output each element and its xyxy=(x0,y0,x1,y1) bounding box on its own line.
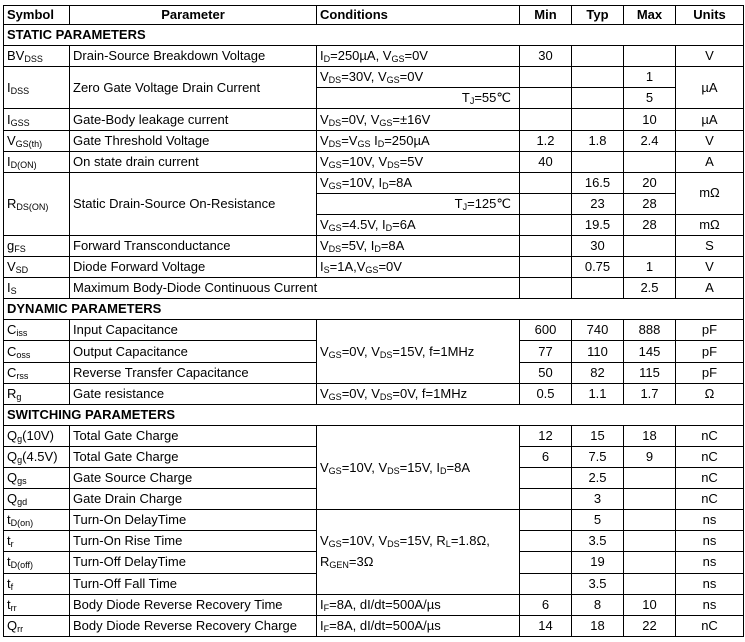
header-row xyxy=(4,6,744,25)
header-min: Min xyxy=(520,6,572,25)
typ-cell: 16.5 xyxy=(572,172,624,193)
symbol-cell: $I_{GSS}$ xyxy=(4,109,70,130)
unit-cell: nC xyxy=(676,489,744,510)
symbol-cell: $I_{D(ON)}$ xyxy=(4,151,70,172)
parameter-cell: Total Gate Charge xyxy=(70,425,317,446)
symbol-cell: $C_{oss}$ xyxy=(4,341,70,362)
condition-cell: $T_J=55℃$ xyxy=(317,88,520,109)
condition-cell: $V_{DS}=0V$, $V_{GS}=\pm 16V$ xyxy=(317,109,520,130)
condition-cell: $I_F=8A$, dI/dt=500A/µs xyxy=(317,615,520,636)
symbol-cell: $Q_{gs}$ xyxy=(4,468,70,489)
typ-cell: 110 xyxy=(572,341,624,362)
parameter-cell: Forward Transconductance xyxy=(70,236,317,257)
parameter-cell: Static Drain-Source On-Resistance xyxy=(70,172,317,235)
typ-cell: 30 xyxy=(572,236,624,257)
unit-cell: nC xyxy=(676,425,744,446)
symbol-cell: $R_{DS(ON)}$ xyxy=(4,172,70,235)
max-cell: 20 xyxy=(624,172,676,193)
condition-cell: $V_{GS}=10V$, $V_{DS}=15V$, $I_D=8A$ xyxy=(317,425,520,509)
table-row xyxy=(4,151,744,172)
max-cell: 115 xyxy=(624,362,676,383)
max-cell: 22 xyxy=(624,615,676,636)
parameter-cell: Reverse Transfer Capacitance xyxy=(70,362,317,383)
symbol-cell: $V_{GS(th)}$ xyxy=(4,130,70,151)
typ-cell xyxy=(572,88,624,109)
min-cell: 12 xyxy=(520,425,572,446)
condition-cell: $V_{GS}=0V$, $V_{DS}=0V$, f=1MHz xyxy=(317,383,520,404)
max-cell: 1 xyxy=(624,257,676,278)
condition-cell: $V_{DS}=5V$, $I_D=8A$ xyxy=(317,236,520,257)
header-symbol: Symbol xyxy=(4,6,70,25)
parameter-cell: Body Diode Reverse Recovery Charge xyxy=(70,615,317,636)
parameter-cell: Output Capacitance xyxy=(70,341,317,362)
condition-cell: $V_{GS}=10V$, $V_{DS}=15V$, $R_L=1.8\Omega$, $R_{GEN}=3\Omega$ xyxy=(317,510,520,594)
symbol-cell: $Q_{rr}$ xyxy=(4,615,70,636)
min-cell xyxy=(520,193,572,214)
typ-cell: 1.1 xyxy=(572,383,624,404)
condition-cell: $V_{GS}=10V$, $I_D=8A$ xyxy=(317,172,520,193)
unit-cell: S xyxy=(676,236,744,257)
max-cell: 888 xyxy=(624,320,676,341)
table-row xyxy=(4,257,744,278)
unit-cell: pF xyxy=(676,320,744,341)
header-max: Max xyxy=(624,6,676,25)
symbol-cell: $C_{rss}$ xyxy=(4,362,70,383)
min-cell xyxy=(520,573,572,594)
typ-cell: 2.5 xyxy=(572,468,624,489)
parameter-cell: Drain-Source Breakdown Voltage xyxy=(70,46,317,67)
parameter-cell: On state drain current xyxy=(70,151,317,172)
min-cell xyxy=(520,172,572,193)
table-row xyxy=(4,594,744,615)
max-cell: 9 xyxy=(624,446,676,467)
parameter-cell: Gate Drain Charge xyxy=(70,489,317,510)
table-row xyxy=(4,46,744,67)
typ-cell: 82 xyxy=(572,362,624,383)
header-typ: Typ xyxy=(572,6,624,25)
min-cell: 77 xyxy=(520,341,572,362)
parameter-cell: Gate Threshold Voltage xyxy=(70,130,317,151)
min-cell: 40 xyxy=(520,151,572,172)
symbol-cell: $t_{D(on)}$ xyxy=(4,510,70,531)
min-cell: 1.2 xyxy=(520,130,572,151)
parameter-cell: Turn-On Rise Time xyxy=(70,531,317,552)
table-row xyxy=(4,615,744,636)
unit-cell: ns xyxy=(676,552,744,573)
table-row xyxy=(4,278,744,299)
unit-cell: nC xyxy=(676,615,744,636)
min-cell xyxy=(520,257,572,278)
unit-cell: pF xyxy=(676,341,744,362)
symbol-cell: $t_r$ xyxy=(4,531,70,552)
unit-cell: ns xyxy=(676,573,744,594)
typ-cell: 19.5 xyxy=(572,214,624,235)
min-cell: 0.5 xyxy=(520,383,572,404)
symbol-cell: $I_S$ xyxy=(4,278,70,299)
min-cell xyxy=(520,214,572,235)
min-cell xyxy=(520,552,572,573)
unit-cell: V xyxy=(676,257,744,278)
table-row xyxy=(4,320,744,341)
min-cell xyxy=(520,468,572,489)
min-cell xyxy=(520,236,572,257)
condition-cell: $V_{GS}=0V$, $V_{DS}=15V$, f=1MHz xyxy=(317,320,520,383)
max-cell xyxy=(624,510,676,531)
min-cell: 6 xyxy=(520,594,572,615)
symbol-cell: $BV_{DSS}$ xyxy=(4,46,70,67)
parameter-cell: Total Gate Charge xyxy=(70,446,317,467)
typ-cell xyxy=(572,151,624,172)
max-cell xyxy=(624,552,676,573)
condition-cell: $I_D=250\mu A$, $V_{GS}=0V$ xyxy=(317,46,520,67)
max-cell: 5 xyxy=(624,88,676,109)
unit-cell: nC xyxy=(676,446,744,467)
header-units: Units xyxy=(676,6,744,25)
unit-cell: Ω xyxy=(676,383,744,404)
table-row xyxy=(4,510,744,531)
parameter-cell: Diode Forward Voltage xyxy=(70,257,317,278)
symbol-cell: $t_f$ xyxy=(4,573,70,594)
parameter-cell: Turn-Off DelayTime xyxy=(70,552,317,573)
typ-cell xyxy=(572,67,624,88)
min-cell xyxy=(520,510,572,531)
typ-cell: 23 xyxy=(572,193,624,214)
symbol-cell: $Q_g(10V)$ xyxy=(4,425,70,446)
max-cell: 2.5 xyxy=(624,278,676,299)
unit-cell: ns xyxy=(676,594,744,615)
typ-cell: 1.8 xyxy=(572,130,624,151)
unit-cell: ns xyxy=(676,531,744,552)
min-cell xyxy=(520,67,572,88)
max-cell xyxy=(624,573,676,594)
table-row xyxy=(4,425,744,446)
min-cell xyxy=(520,109,572,130)
max-cell: 18 xyxy=(624,425,676,446)
parameter-cell: Input Capacitance xyxy=(70,320,317,341)
section-dynamic-parameters: DYNAMIC PARAMETERS xyxy=(4,299,744,320)
unit-cell: ns xyxy=(676,510,744,531)
max-cell: 28 xyxy=(624,193,676,214)
max-cell xyxy=(624,489,676,510)
symbol-cell: $t_{D(off)}$ xyxy=(4,552,70,573)
typ-cell xyxy=(572,109,624,130)
symbol-cell: $I_{DSS}$ xyxy=(4,67,70,109)
table-row xyxy=(4,130,744,151)
electrical-characteristics-table xyxy=(3,5,744,637)
parameter-cell: Body Diode Reverse Recovery Time xyxy=(70,594,317,615)
symbol-cell: $g_{FS}$ xyxy=(4,236,70,257)
unit-cell: mΩ xyxy=(676,214,744,235)
unit-cell: nC xyxy=(676,468,744,489)
min-cell: 14 xyxy=(520,615,572,636)
parameter-cell: Turn-Off Fall Time xyxy=(70,573,317,594)
min-cell: 600 xyxy=(520,320,572,341)
condition-cell: $V_{GS}=4.5V$, $I_D=6A$ xyxy=(317,214,520,235)
typ-cell: 7.5 xyxy=(572,446,624,467)
unit-cell: A xyxy=(676,278,744,299)
typ-cell: 3.5 xyxy=(572,573,624,594)
max-cell: 28 xyxy=(624,214,676,235)
min-cell xyxy=(520,88,572,109)
unit-cell: A xyxy=(676,151,744,172)
table-row xyxy=(4,383,744,404)
max-cell xyxy=(624,151,676,172)
typ-cell: 740 xyxy=(572,320,624,341)
table-row xyxy=(4,236,744,257)
parameter-cell: Zero Gate Voltage Drain Current xyxy=(70,67,317,109)
typ-cell: 3 xyxy=(572,489,624,510)
min-cell: 30 xyxy=(520,46,572,67)
condition-cell: $V_{DS}=V_{GS}$ $I_D=250\mu A$ xyxy=(317,130,520,151)
max-cell: 145 xyxy=(624,341,676,362)
table-row xyxy=(4,172,744,193)
typ-cell: 18 xyxy=(572,615,624,636)
condition-cell: $I_S=1A,V_{GS}=0V$ xyxy=(317,257,520,278)
min-cell: 50 xyxy=(520,362,572,383)
min-cell xyxy=(520,531,572,552)
unit-cell: µA xyxy=(676,109,744,130)
symbol-cell: $Q_{gd}$ xyxy=(4,489,70,510)
typ-cell: 0.75 xyxy=(572,257,624,278)
max-cell: 10 xyxy=(624,109,676,130)
typ-cell: 5 xyxy=(572,510,624,531)
condition-cell: $V_{GS}=10V$, $V_{DS}=5V$ xyxy=(317,151,520,172)
min-cell xyxy=(520,278,572,299)
max-cell xyxy=(624,531,676,552)
typ-cell: 3.5 xyxy=(572,531,624,552)
max-cell xyxy=(624,236,676,257)
max-cell xyxy=(624,46,676,67)
min-cell xyxy=(520,489,572,510)
unit-cell: pF xyxy=(676,362,744,383)
typ-cell xyxy=(572,46,624,67)
symbol-cell: $t_{rr}$ xyxy=(4,594,70,615)
max-cell: 1 xyxy=(624,67,676,88)
symbol-cell: $C_{iss}$ xyxy=(4,320,70,341)
parameter-cell: Gate Source Charge xyxy=(70,468,317,489)
parameter-cell: Gate resistance xyxy=(70,383,317,404)
typ-cell: 8 xyxy=(572,594,624,615)
section-switching-parameters: SWITCHING PARAMETERS xyxy=(4,404,744,425)
max-cell: 1.7 xyxy=(624,383,676,404)
max-cell: 2.4 xyxy=(624,130,676,151)
parameter-cell: Maximum Body-Diode Continuous Current xyxy=(70,278,520,299)
header-conditions: Conditions xyxy=(317,6,520,25)
typ-cell: 19 xyxy=(572,552,624,573)
condition-cell: $I_F=8A$, dI/dt=500A/µs xyxy=(317,594,520,615)
max-cell: 10 xyxy=(624,594,676,615)
unit-cell: V xyxy=(676,130,744,151)
min-cell: 6 xyxy=(520,446,572,467)
header-parameter: Parameter xyxy=(70,6,317,25)
symbol-cell: $V_{SD}$ xyxy=(4,257,70,278)
condition-cell: $T_J=125℃$ xyxy=(317,193,520,214)
max-cell xyxy=(624,468,676,489)
unit-cell: µA xyxy=(676,67,744,109)
table-row xyxy=(4,67,744,88)
symbol-cell: $Q_g(4.5V)$ xyxy=(4,446,70,467)
condition-cell: $V_{DS}=30V$, $V_{GS}=0V$ xyxy=(317,67,520,88)
parameter-cell: Turn-On DelayTime xyxy=(70,510,317,531)
symbol-cell: $R_g$ xyxy=(4,383,70,404)
typ-cell xyxy=(572,278,624,299)
table-row xyxy=(4,109,744,130)
unit-cell: mΩ xyxy=(676,172,744,214)
parameter-cell: Gate-Body leakage current xyxy=(70,109,317,130)
unit-cell: V xyxy=(676,46,744,67)
section-static-parameters: STATIC PARAMETERS xyxy=(4,25,744,46)
typ-cell: 15 xyxy=(572,425,624,446)
